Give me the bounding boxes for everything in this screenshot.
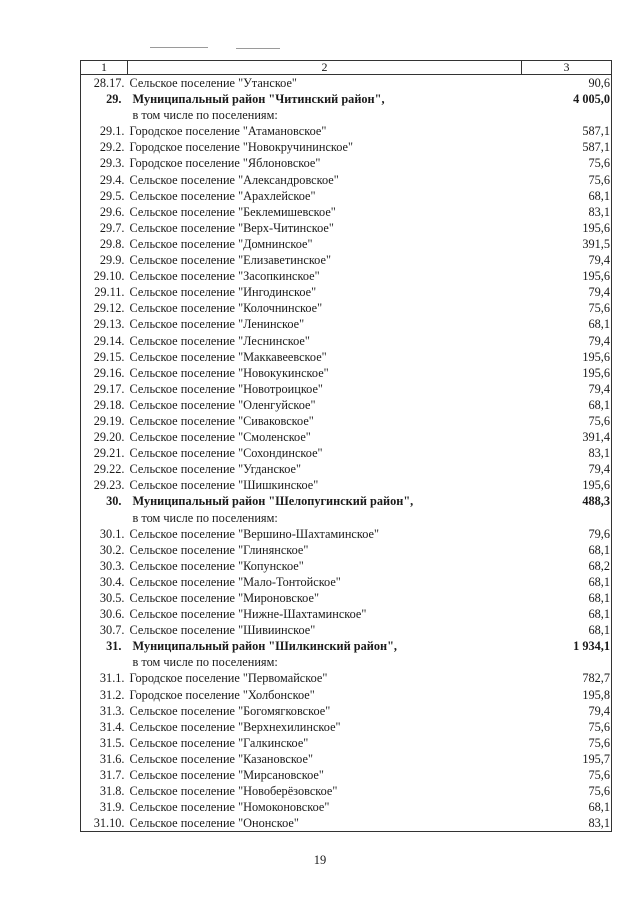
row-name: Сельское поселение "Ингодинское"	[129, 285, 317, 300]
row-value	[522, 107, 612, 123]
row-name: Сельское поселение "Вершино-Шахтаминское"	[129, 526, 379, 541]
table-row	[81, 236, 612, 252]
row-value: 75,6	[522, 300, 612, 316]
table-row	[81, 349, 612, 365]
row-name: Городское поселение "Атамановское"	[129, 124, 327, 139]
row-name: Сельское поселение "Елизаветинское"	[129, 253, 331, 268]
row-value: 68,1	[522, 542, 612, 558]
row-name: Сельское поселение "Мироновское"	[129, 591, 319, 605]
row-name: Сельское поселение "Домнинское"	[129, 236, 313, 251]
row-number: 29.19.	[81, 413, 128, 429]
row-number: 29.8.	[81, 236, 128, 252]
row-name: Сельское поселение "Смоленское"	[129, 430, 311, 445]
row-name: Сельское поселение "Сиваковское"	[129, 413, 314, 428]
table-row-subheading	[81, 654, 612, 670]
row-number: 30.6.	[81, 606, 128, 622]
row-number	[81, 510, 128, 526]
table-row	[81, 670, 612, 686]
table-row	[81, 413, 612, 429]
row-name: Городское поселение "Холбонское"	[129, 687, 315, 702]
table-row-district	[81, 91, 612, 107]
row-value: 68,1	[522, 574, 612, 590]
table-header	[81, 61, 612, 75]
table-row	[81, 268, 612, 284]
row-name: Сельское поселение "Арахлейское"	[129, 188, 316, 203]
row-value: 1 934,1	[522, 638, 612, 654]
row-name: Сельское поселение "Номоконовское"	[129, 800, 330, 815]
row-name: Сельское поселение "Утанское"	[129, 76, 297, 90]
row-value: 195,7	[522, 751, 612, 767]
row-name: Сельское поселение "Богомягковское"	[129, 703, 331, 718]
row-value: 68,2	[522, 558, 612, 574]
table-row	[81, 574, 612, 590]
row-name: Сельское поселение "Мирсановское"	[129, 768, 324, 783]
row-name: Сельское поселение "Казановское"	[129, 751, 313, 766]
row-name: Сельское поселение "Ононское"	[128, 815, 522, 832]
row-value: 68,1	[522, 397, 612, 413]
row-value: 391,5	[522, 236, 612, 252]
row-number: 30.1.	[81, 526, 128, 542]
table-row	[81, 735, 612, 751]
table-row	[81, 622, 612, 638]
row-number: 29.1.	[81, 123, 128, 139]
row-number: 30.5.	[81, 590, 128, 606]
row-name: в том числе по поселениям:	[132, 108, 278, 123]
row-name: Сельское поселение "Глинянское"	[129, 542, 309, 557]
table-row	[81, 365, 612, 381]
row-number: 29.9.	[81, 252, 128, 268]
row-number: 29.6.	[81, 204, 128, 220]
row-number: 31.10.	[81, 815, 128, 832]
row-name: Сельское поселение "Беклемишевское"	[129, 204, 336, 219]
table-row	[81, 188, 612, 204]
column-header-2: 2	[128, 61, 522, 75]
row-number: 29.5.	[81, 188, 128, 204]
row-number: 29.14.	[81, 333, 128, 349]
row-value: 75,6	[522, 783, 612, 799]
table-row	[81, 461, 612, 477]
row-value: 68,1	[522, 799, 612, 815]
table-row	[81, 687, 612, 703]
row-value	[522, 654, 612, 670]
row-number: 29.23.	[81, 477, 128, 493]
row-name: Сельское поселение "Угданское"	[129, 462, 302, 477]
table-row	[81, 719, 612, 735]
table-row	[81, 333, 612, 349]
row-number: 30.3.	[81, 558, 128, 574]
row-value: 587,1	[522, 123, 612, 139]
row-number: 31.5.	[81, 735, 128, 751]
table-body	[81, 75, 612, 832]
row-number: 29.12.	[81, 300, 128, 316]
row-name: Муниципальный район "Читинский район",	[132, 92, 385, 107]
row-value: 195,8	[522, 687, 612, 703]
row-number	[81, 107, 128, 123]
row-name: Сельское поселение "Шишкинское"	[129, 478, 319, 493]
row-value: 68,1	[522, 316, 612, 332]
row-number: 31.8.	[81, 783, 128, 799]
row-value: 83,1	[522, 445, 612, 461]
row-value: 75,6	[522, 413, 612, 429]
row-value: 68,1	[522, 188, 612, 204]
table-row	[81, 783, 612, 799]
table-row	[81, 477, 612, 493]
table-row	[81, 316, 612, 332]
row-value: 75,6	[522, 172, 612, 188]
row-number: 31.4.	[81, 719, 128, 735]
table-row-subheading	[81, 107, 612, 123]
row-value: 195,6	[522, 477, 612, 493]
row-name: в том числе по поселениям:	[132, 510, 278, 525]
row-number: 31.6.	[81, 751, 128, 767]
table-row	[81, 139, 612, 155]
table-row	[81, 397, 612, 413]
row-number: 30.7.	[81, 622, 128, 638]
row-value: 83,1	[522, 204, 612, 220]
row-name: Городское поселение "Яблоновское"	[129, 156, 321, 171]
row-number: 29.17.	[81, 381, 128, 397]
row-value: 79,4	[522, 252, 612, 268]
table-row	[81, 381, 612, 397]
row-value: 68,1	[522, 590, 612, 606]
row-name: Городское поселение "Новокручининское"	[129, 140, 354, 155]
allocation-table	[80, 60, 612, 832]
row-name: Сельское поселение "Засопкинское"	[129, 269, 320, 284]
row-number: 31.	[81, 638, 128, 654]
table-row	[81, 703, 612, 719]
scan-artifact-line	[150, 47, 208, 48]
row-name: Сельское поселение "Галкинское"	[129, 735, 309, 750]
row-name: Сельское поселение "Верхнехилинское"	[129, 719, 341, 734]
row-name: Сельское поселение "Леснинское"	[129, 333, 310, 348]
row-number: 31.7.	[81, 767, 128, 783]
row-value: 83,1	[522, 815, 612, 832]
row-name: Муниципальный район "Шилкинский район",	[132, 639, 397, 654]
row-name: Городское поселение "Первомайское"	[129, 671, 328, 686]
row-number: 31.2.	[81, 687, 128, 703]
row-value: 488,3	[522, 493, 612, 509]
page-number: 19	[313, 853, 327, 867]
row-value: 75,6	[522, 155, 612, 171]
table-row	[81, 75, 612, 92]
row-number: 29.20.	[81, 429, 128, 445]
row-value: 75,6	[522, 767, 612, 783]
row-value: 195,6	[522, 268, 612, 284]
row-value: 79,4	[522, 381, 612, 397]
table-row	[81, 526, 612, 542]
row-number: 29.21.	[81, 445, 128, 461]
table-row	[81, 429, 612, 445]
row-number: 29.10.	[81, 268, 128, 284]
row-number: 29.16.	[81, 365, 128, 381]
table-row	[81, 590, 612, 606]
row-number: 30.	[81, 493, 128, 509]
row-name: Сельское поселение "Нижне-Шахтаминское"	[129, 607, 367, 622]
row-name: Сельское поселение "Ленинское"	[129, 317, 305, 332]
table-row	[81, 606, 612, 622]
table-row	[81, 284, 612, 300]
table-row	[81, 815, 612, 832]
row-name: Сельское поселение "Мало-Тонтойское"	[129, 574, 341, 589]
row-value: 79,4	[522, 461, 612, 477]
row-value: 68,1	[522, 606, 612, 622]
column-header-3: 3	[522, 61, 612, 75]
row-value: 195,6	[522, 365, 612, 381]
table-row	[81, 252, 612, 268]
row-name: Сельское поселение "Оленгуйское"	[129, 397, 316, 412]
row-name: Сельское поселение "Шивиинское"	[129, 623, 316, 638]
row-number: 29.22.	[81, 461, 128, 477]
row-value: 79,6	[522, 526, 612, 542]
table-row	[81, 155, 612, 171]
row-value: 68,1	[522, 622, 612, 638]
scan-artifact-line	[236, 48, 280, 49]
table-row	[81, 558, 612, 574]
row-number: 28.17.	[81, 75, 128, 92]
row-name: Сельское поселение "Сохондинское"	[129, 446, 323, 461]
column-header-1: 1	[81, 61, 128, 75]
row-number: 29.15.	[81, 349, 128, 365]
row-number: 29.3.	[81, 155, 128, 171]
row-value: 4 005,0	[522, 91, 612, 107]
table-row	[81, 751, 612, 767]
row-name: Сельское поселение "Колочнинское"	[129, 301, 323, 316]
row-number: 29.7.	[81, 220, 128, 236]
row-value	[522, 510, 612, 526]
row-value: 195,6	[522, 349, 612, 365]
row-number	[81, 654, 128, 670]
row-value: 79,4	[522, 703, 612, 719]
row-value: 75,6	[522, 719, 612, 735]
row-number: 29.2.	[81, 139, 128, 155]
row-value: 587,1	[522, 139, 612, 155]
row-value: 79,4	[522, 333, 612, 349]
row-name: Сельское поселение "Новоберёзовское"	[129, 784, 338, 799]
table-row	[81, 172, 612, 188]
row-name: Сельское поселение "Копунское"	[129, 558, 304, 573]
table-row	[81, 445, 612, 461]
row-name: Сельское поселение "Александровское"	[129, 172, 339, 187]
row-number: 29.18.	[81, 397, 128, 413]
row-name: Сельское поселение "Верх-Читинское"	[129, 220, 334, 235]
table-row	[81, 123, 612, 139]
row-value: 782,7	[522, 670, 612, 686]
row-number: 29.13.	[81, 316, 128, 332]
table-row	[81, 542, 612, 558]
row-number: 29.	[81, 91, 128, 107]
row-number: 30.2.	[81, 542, 128, 558]
row-name: Муниципальный район "Шелопугинский район",	[132, 494, 414, 509]
row-value: 90,6	[522, 75, 612, 92]
row-number: 29.11.	[81, 284, 128, 300]
table-row	[81, 220, 612, 236]
row-name: Сельское поселение "Маккавеевское"	[129, 349, 327, 364]
row-name: Сельское поселение "Новокукинское"	[129, 365, 329, 380]
row-number: 31.3.	[81, 703, 128, 719]
row-number: 30.4.	[81, 574, 128, 590]
row-number: 31.1.	[81, 670, 128, 686]
table-row	[81, 767, 612, 783]
table-row	[81, 799, 612, 815]
row-number: 29.4.	[81, 172, 128, 188]
row-name: Сельское поселение "Новотроицкое"	[129, 381, 323, 396]
table-row-subheading	[81, 510, 612, 526]
table-row-district	[81, 638, 612, 654]
row-number: 31.9.	[81, 799, 128, 815]
table-row	[81, 300, 612, 316]
table-row-district	[81, 493, 612, 509]
row-value: 79,4	[522, 284, 612, 300]
row-value: 75,6	[522, 735, 612, 751]
row-value: 391,4	[522, 429, 612, 445]
row-value: 195,6	[522, 220, 612, 236]
row-name: в том числе по поселениям:	[132, 655, 278, 670]
table-row	[81, 204, 612, 220]
